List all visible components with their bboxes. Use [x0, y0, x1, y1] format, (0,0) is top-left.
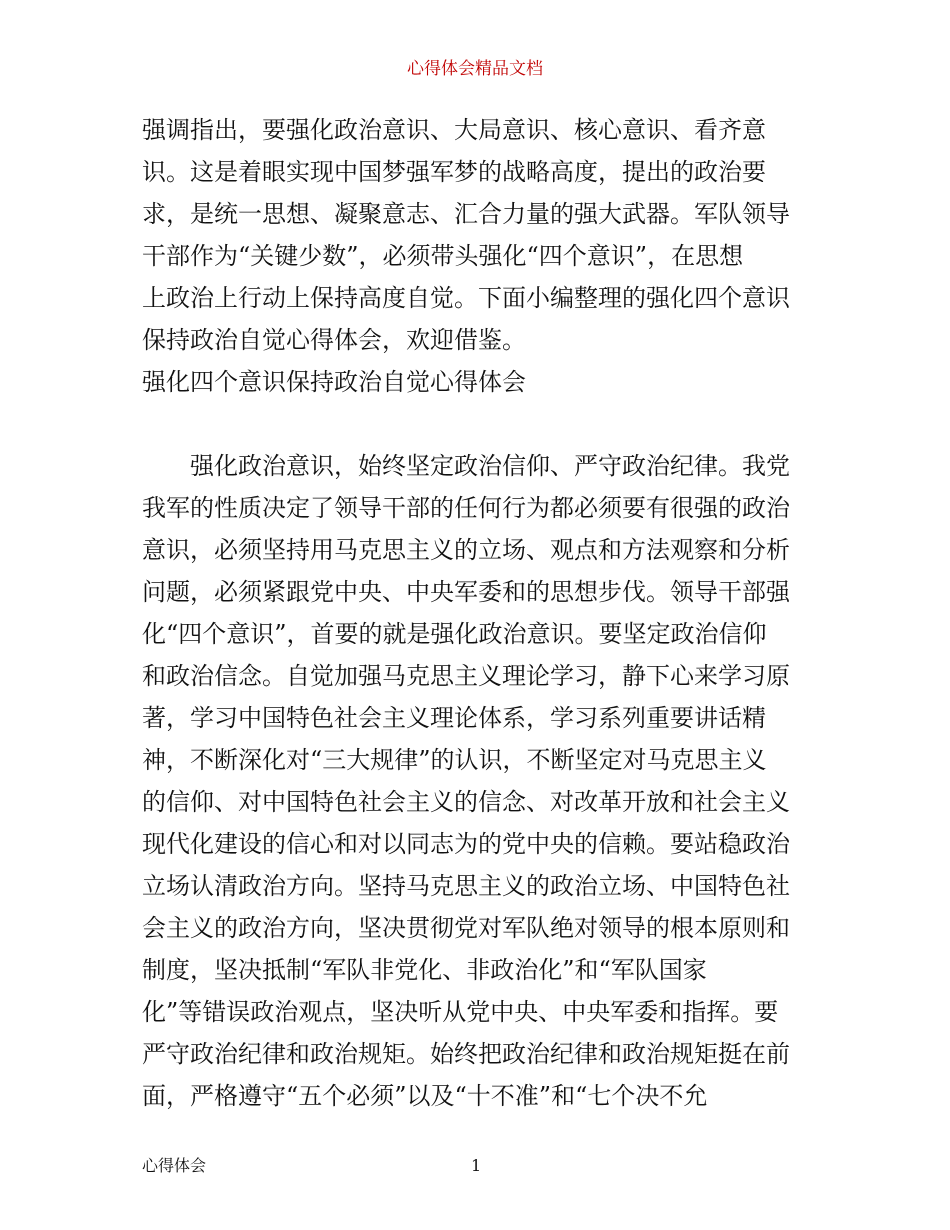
page-number: 1: [471, 1156, 482, 1175]
footer-label: 心得体会: [142, 1156, 207, 1175]
page-header-title: 心得体会精品文档: [407, 59, 543, 79]
body-line: 的信仰、对中国特色社会主义的信念、对改革开放和社会主义: [142, 788, 790, 816]
body-line: 和政治信念。自觉加强马克思主义理论学习，静下心来学习原: [142, 662, 790, 690]
body-line: 面，严格遵守“五个必须”以及“十不准”和“七个决不允: [142, 1082, 708, 1110]
intro-line: 识。这是着眼实现中国梦强军梦的战略高度，提出的政治要: [142, 158, 766, 186]
intro-paragraph: [142, 109, 814, 361]
body-line: 会主义的政治方向，坚决贯彻党对军队绝对领导的根本原则和: [142, 914, 790, 942]
body-line: 化”等错误政治观点，坚决听从党中央、中央军委和指挥。要: [142, 998, 779, 1026]
intro-line: 求，是统一思想、凝聚意志、汇合力量的强大武器。军队领导: [142, 200, 790, 228]
body-line: 严守政治纪律和政治规矩。始终把政治纪律和政治规矩挺在前: [142, 1040, 790, 1068]
body-line: 著，学习中国特色社会主义理论体系，学习系列重要讲话精: [142, 704, 766, 732]
body-line: 现代化建设的信心和对以同志为的党中央的信赖。要站稳政治: [142, 830, 790, 858]
body-line: 我军的性质决定了领导干部的任何行为都必须要有很强的政治: [142, 494, 790, 522]
body-line: 问题，必须紧跟党中央、中央军委和的思想步伐。领导干部强: [142, 578, 790, 606]
article-title: 强化四个意识保持政治自觉心得体会: [142, 368, 526, 396]
intro-line: 上政治上行动上保持高度自觉。下面小编整理的强化四个意识: [142, 284, 790, 312]
body-line: 立场认清政治方向。坚持马克思主义的政治立场、中国特色社: [142, 872, 790, 900]
body-paragraph: [142, 445, 814, 1117]
body-line: 化“四个意识”，首要的就是强化政治意识。要坚定政治信仰: [142, 620, 767, 648]
intro-line: 强调指出，要强化政治意识、大局意识、核心意识、看齐意: [142, 116, 766, 144]
body-line: 神，不断深化对“三大规律”的认识，不断坚定对马克思主义: [142, 746, 767, 774]
body-line: 制度，坚决抵制“军队非党化、非政治化”和“军队国家: [142, 956, 707, 984]
intro-line: 保持政治自觉心得体会，欢迎借鉴。: [142, 326, 526, 354]
body-line: 强化政治意识，始终坚定政治信仰、严守政治纪律。我党: [190, 452, 790, 480]
intro-line: 干部作为“关键少数”，必须带头强化“四个意识”，在思想: [142, 242, 744, 270]
body-line: 意识，必须坚持用马克思主义的立场、观点和方法观察和分析: [142, 536, 790, 564]
